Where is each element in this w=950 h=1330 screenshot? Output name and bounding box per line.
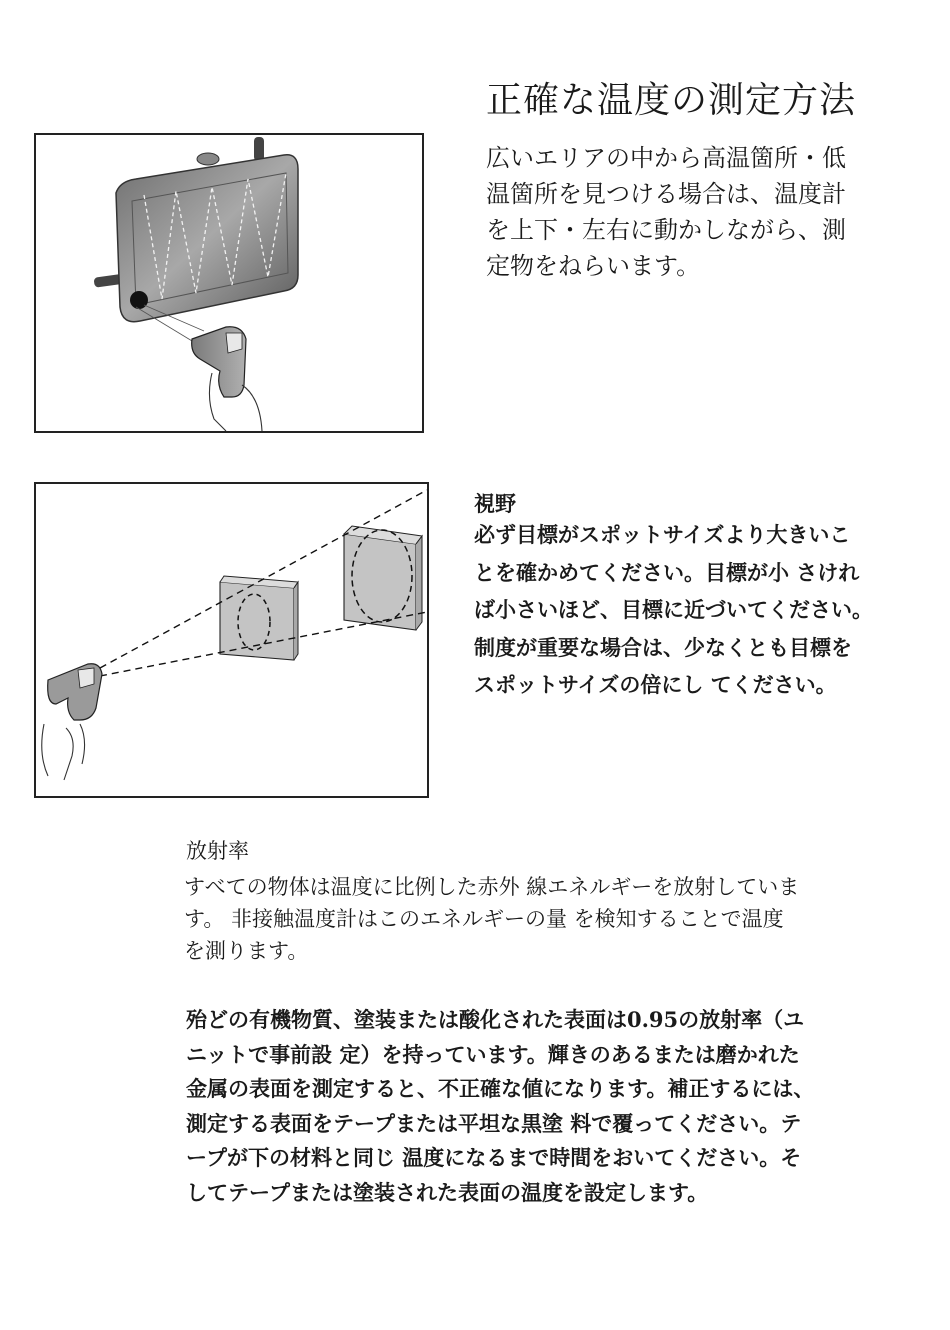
scan-illustration [34, 133, 424, 433]
emissivity-line: を測ります。 [184, 939, 309, 963]
emissivity-line: 殆どの有機物質、塗装または酸化された表面は0.95の放射率（ユ [186, 1007, 805, 1032]
fov-drawing [36, 484, 427, 796]
emissivity-line: 金属の表面を測定すると、不正確な値になります。補正するには、 [186, 1076, 815, 1101]
fov-illustration [34, 482, 429, 798]
fov-line: ば小さいほど、目標に近づいてください。 [474, 597, 873, 622]
scan-line: 定物をねらいます。 [486, 252, 701, 280]
emissivity-heading: 放射率 [186, 839, 249, 863]
spot-icon [130, 291, 148, 309]
fov-line: スポットサイズの倍にし てください。 [474, 672, 837, 697]
thermometer-icon [48, 664, 102, 720]
scan-paragraph [486, 140, 916, 284]
emissivity-line: すべての物体は温度に比例した赤外 線エネルギーを放射していま [184, 875, 800, 899]
emissivity-line: ープが下の材料と同じ 温度になるまで時間をおいてください。そ [186, 1145, 802, 1170]
far-target-icon [344, 526, 422, 630]
fov-line: とを確かめてください。目標が小 さけれ [474, 559, 860, 585]
thermometer-icon [192, 327, 246, 397]
pipe-icon [254, 137, 264, 161]
hand-icon [42, 724, 85, 780]
fov-line: 必ず目標がスポットサイズより大きいこ [474, 522, 851, 547]
emissivity-detail [186, 1003, 926, 1210]
radiator-scan-drawing [36, 135, 422, 431]
emissivity-line: ニットで事前設 定）を持っています。輝きのあるまたは磨かれた [186, 1041, 800, 1067]
near-target-icon [220, 576, 298, 660]
emissivity-intro [184, 871, 924, 967]
fov-line: 制度が重要な場合は、少なくとも目標を [474, 634, 852, 660]
fov-heading: 視野 [474, 491, 516, 516]
emissivity-line: 測定する表面をテープまたは平坦な黒塗 料で覆ってください。テ [186, 1110, 802, 1136]
scan-line: を上下・左右に動かしながら、測 [486, 216, 846, 244]
scan-line: 温箇所を見つける場合は、温度計 [486, 180, 846, 208]
scan-line: 広いエリアの中から高温箇所・低 [486, 144, 846, 172]
emissivity-line: してテープまたは塗装された表面の温度を設定します。 [186, 1179, 709, 1205]
page-title: 正確な温度の測定方法 [486, 80, 857, 121]
emissivity-line: す。 非接触温度計はこのエネルギーの量 を検知することで温度 [184, 907, 784, 931]
fov-paragraph [474, 516, 944, 704]
